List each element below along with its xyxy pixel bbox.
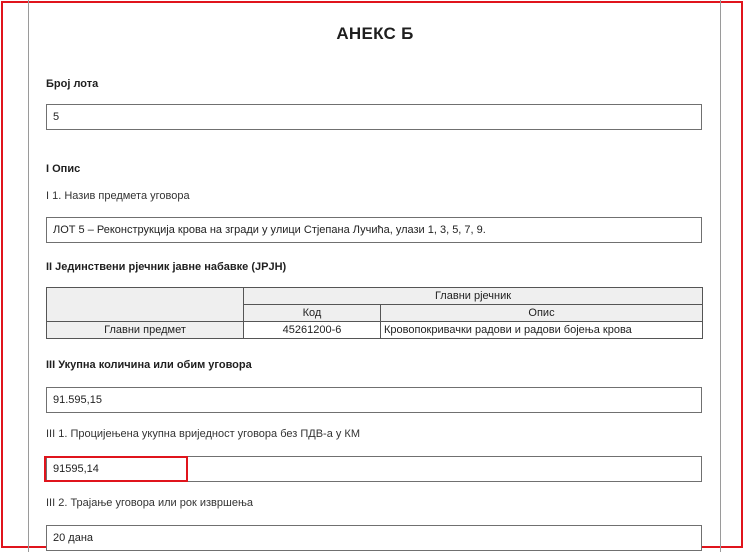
cpv-table-corner-cell (47, 288, 244, 322)
duration-field[interactable]: 20 дана (46, 525, 702, 551)
cpv-col-code-header: Код (244, 305, 381, 322)
cpv-table (46, 287, 703, 339)
section3-heading: III Укупна количина или обим уговора (46, 359, 252, 371)
section2-heading: II Јединствени рјечник јавне набавке (JPJH) (46, 261, 287, 273)
cpv-col-desc-header: Опис (381, 305, 703, 322)
table-row (47, 322, 703, 339)
section1-heading: I Опис (46, 163, 81, 175)
page-edge-right (720, 0, 721, 552)
page-edge-left (28, 0, 29, 552)
estimated-value-label: III 1. Процијењена укупна вриједност уговора без ПДВ-а у КМ (46, 428, 361, 440)
cpv-group-header: Главни рјечник (244, 288, 703, 305)
document-title: АНЕКС Б (336, 24, 414, 43)
contract-subject-field[interactable]: ЛОТ 5 – Реконструкција крова на згради у улици Стјепана Лучића, улази 1, 3, 5, 7, 9. (46, 217, 702, 243)
estimated-value-highlight (44, 456, 188, 482)
duration-label: III 2. Трајање уговора или рок извршења (46, 497, 253, 509)
cpv-row-desc[interactable]: Кровопокривачки радови и радови бојења крова (381, 322, 703, 339)
estimated-value-field[interactable]: 91595,14 (46, 456, 702, 482)
contract-subject-label: I 1. Назив предмета уговора (46, 190, 190, 202)
lot-field[interactable]: 5 (46, 104, 702, 130)
total-quantity-field[interactable]: 91.595,15 (46, 387, 702, 413)
lot-label: Број лота (46, 78, 99, 90)
cpv-row-label: Главни предмет (47, 322, 244, 339)
cpv-row-code[interactable]: 45261200-6 (244, 322, 381, 339)
